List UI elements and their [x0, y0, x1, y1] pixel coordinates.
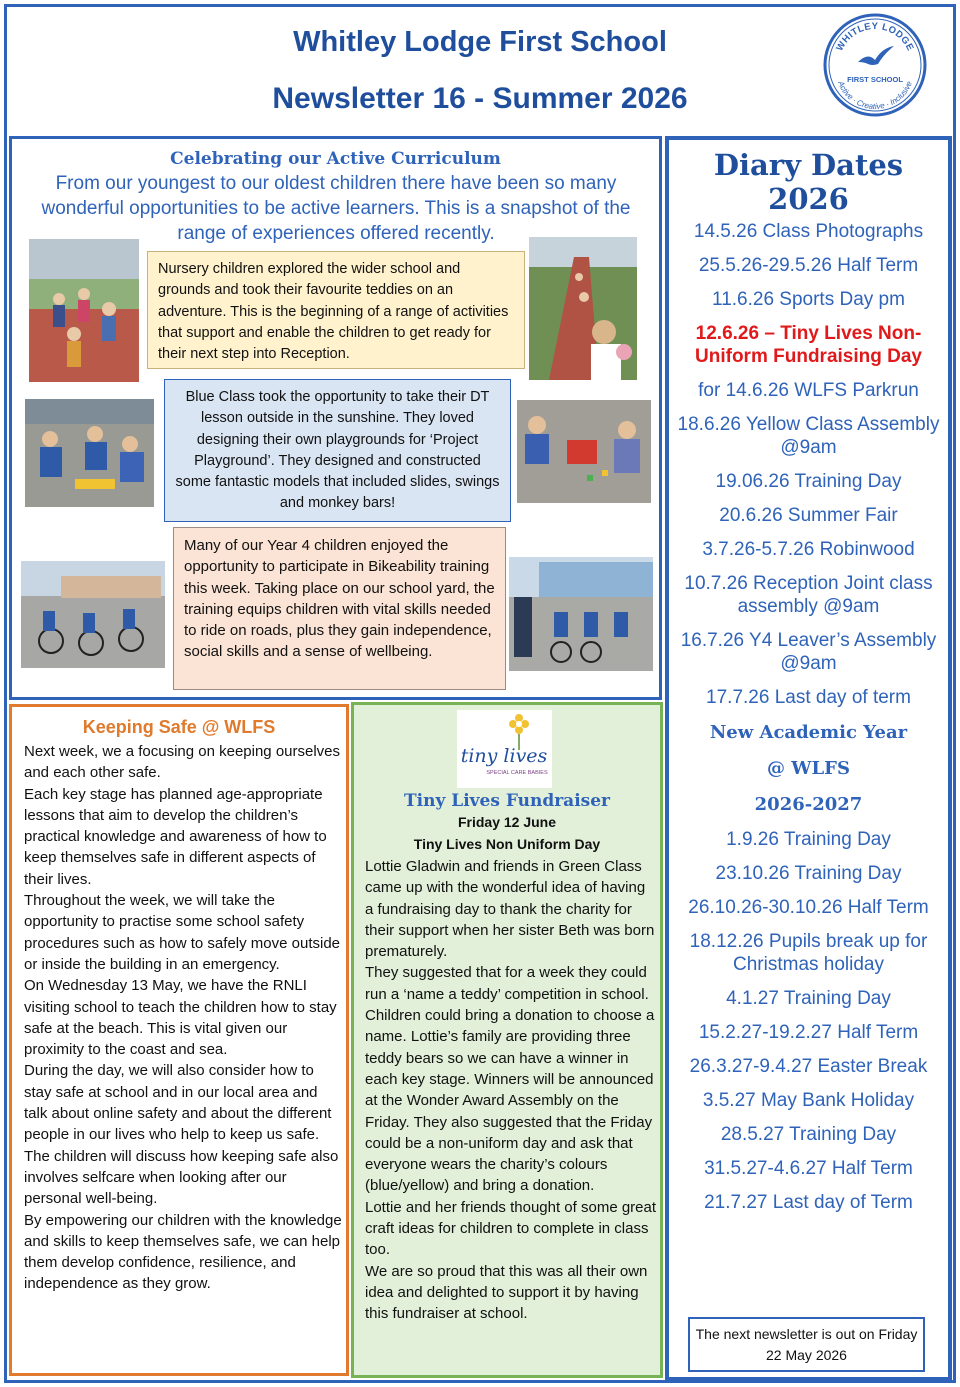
curriculum-intro: From our youngest to our oldest children there have been so many wonderful opportunities to be active learners. This is a snapshot of the range of experiences offered recently. — [41, 173, 631, 244]
diary-dates-section — [665, 136, 952, 1381]
safe-paragraph: Each key stage has planned age-appropriate lessons that aim to develop the children’s practical knowledge and awareness of how to keep themselves safe in different aspects of their lives. — [24, 785, 327, 888]
safe-paragraph: Throughout the week, we will take the opportunity to practise some school safety procedures such as how to safely move outside or inside the building in an emergency. — [24, 892, 341, 973]
tiny-lives-subtitle: Tiny Lives Non Uniform Day — [413, 836, 601, 852]
new-year-heading: New Academic Year — [709, 722, 908, 743]
diary-item: 18.6.26 Yellow Class Assembly @9am — [677, 414, 940, 458]
logo-bottom-text: Active · Creative · Inclusive — [836, 79, 914, 112]
logo-top-text: WHITLEY LODGE — [834, 20, 916, 53]
keeping-safe-title: Keeping Safe @ WLFS — [82, 717, 276, 737]
diary-item: 20.6.26 Summer Fair — [719, 505, 898, 526]
school-name: Whitley Lodge First School — [293, 26, 667, 58]
tiny-paragraph: We are so proud that this was all their own idea and delighted to support it by having this fundraiser at school. — [365, 1262, 648, 1323]
blue-class-caption: Blue Class took the opportunity to take their DT lesson outside in the sunshine. They loved designing their own playgrounds for ‘Project Playground’. They designed and constructed some fantastic models that included slides, swings and monkey bars! — [164, 379, 511, 522]
nursery-photo-2 — [529, 237, 637, 380]
new-year-heading: @ WLFS — [767, 758, 850, 779]
newsletter-issue: Newsletter 16 - Summer 2026 — [272, 82, 688, 115]
logo-centre-text: FIRST SCHOOL — [847, 75, 903, 84]
diary-item: 26.3.27-9.4.27 Easter Break — [689, 1056, 928, 1077]
safe-paragraph: The children will discuss how keeping safe also involves selfcare when looking after our personal well-being. — [24, 1147, 339, 1208]
tiny-paragraph: Lottie Gladwin and friends in Green Class came up with the wonderful idea of having a fundraising day to thank the charity for their support when her sister Beth was born prematurely. — [365, 858, 655, 961]
safe-paragraph: During the day, we will also consider how to stay safe at school and in our local area and talk about online safety and about the different people in our lives who help to keep us safe. — [24, 1062, 332, 1144]
diary-item: 19.06.26 Training Day — [715, 471, 902, 492]
diary-item: 14.5.26 Class Photographs — [693, 221, 924, 242]
diary-item: 16.7.26 Y4 Leaver’s Assembly @9am — [680, 630, 937, 674]
year4-caption: Many of our Year 4 children enjoyed the opportunity to participate in Bikeability training this week. Taking place on our school yard, the training equips children with vital skills needed to ride on roads, plus they gain independence, social skills and a sense of wellbeing. — [173, 527, 506, 690]
safe-paragraph: Next week, we a focusing on keeping ourselves and each other safe. — [24, 743, 341, 782]
year4-photo-2 — [509, 557, 653, 671]
nursery-photo-1 — [29, 239, 139, 382]
diary-item: 31.5.27-4.6.27 Half Term — [704, 1158, 913, 1179]
safe-paragraph: By empowering our children with the knowledge and skills to keep themselves safe, we can help them develop confidence, resilience, and independence as they grow. — [24, 1211, 342, 1293]
tiny-logo-subtext: SPECIAL CARE BABIES — [486, 770, 548, 776]
tiny-lives-body — [365, 856, 657, 1325]
new-year-heading: 2026-2027 — [754, 794, 863, 815]
diary-item: 23.10.26 Training Day — [715, 863, 902, 884]
diary-item: 3.7.26-5.7.26 Robinwood — [702, 539, 915, 560]
year4-photo-1 — [21, 561, 165, 668]
tiny-paragraph: Lottie and her friends thought of some great craft ideas for children to complete in class too. — [365, 1198, 657, 1259]
diary-title: Diary Dates 2026 — [713, 148, 904, 216]
diary-item: 28.5.27 Training Day — [720, 1124, 897, 1145]
nursery-caption: Nursery children explored the wider school and grounds and took their favourite teddies on an adventure. This is the beginning of a range of activities that support and enable the children to get ready for their next step into Reception. — [147, 251, 525, 369]
diary-item: 25.5.26-29.5.26 Half Term — [698, 255, 919, 276]
diary-item: 15.2.27-19.2.27 Half Term — [698, 1022, 919, 1043]
diary-item: 17.7.26 Last day of term — [706, 687, 911, 708]
diary-item: 4.1.27 Training Day — [726, 988, 891, 1009]
tiny-lives-title: Tiny Lives Fundraiser — [403, 791, 610, 811]
next-newsletter-notice: The next newsletter is out on Friday 22 May 2026 — [688, 1317, 925, 1372]
diary-item: 18.12.26 Pupils break up for Christmas holiday — [689, 931, 928, 975]
tiny-logo-text: tiny lives — [460, 745, 548, 767]
safe-paragraph: On Wednesday 13 May, we have the RNLI visiting school to teach the children how to stay safe at the beach. This is vital given our proximity to the coast and sea. — [24, 977, 337, 1059]
diary-item-highlight: 12.6.26 – Tiny Lives Non-Uniform Fundraising Day — [695, 323, 922, 367]
blue-class-photo-2 — [517, 400, 651, 503]
diary-item: for 14.6.26 WLFS Parkrun — [698, 380, 919, 401]
diary-item: 10.7.26 Reception Joint class assembly @9am — [684, 573, 933, 617]
diary-item: 26.10.26-30.10.26 Half Term — [688, 897, 929, 918]
tiny-paragraph: They suggested that for a week they could run a ‘name a teddy’ competition in school. Children could bring a donation to choose a name. Lottie’s family are providing three teddy bears so we can have a winner in each key stage. Winners will be announced at the Wonder Award Assembly on the Friday. They also suggested that the Friday could be a non-uniform day and ask that everyone wears the charity’s colours (blue/yellow) and bring a donation. — [365, 964, 655, 1195]
diary-list — [673, 220, 944, 1225]
diary-item: 3.5.27 May Bank Holiday — [702, 1090, 915, 1111]
blue-class-photo-1 — [25, 399, 154, 507]
curriculum-title: Celebrating our Active Curriculum — [170, 149, 501, 169]
diary-item: 1.9.26 Training Day — [726, 829, 891, 850]
keeping-safe-section — [9, 704, 349, 1376]
diary-item: 11.6.26 Sports Day pm — [712, 289, 905, 310]
tiny-lives-date: Friday 12 June — [457, 814, 557, 830]
tiny-lives-section — [351, 702, 663, 1378]
keeping-safe-body — [24, 741, 344, 1295]
school-logo — [822, 12, 928, 118]
diary-item: 21.7.27 Last day of Term — [704, 1192, 913, 1213]
tiny-lives-logo — [457, 710, 552, 788]
